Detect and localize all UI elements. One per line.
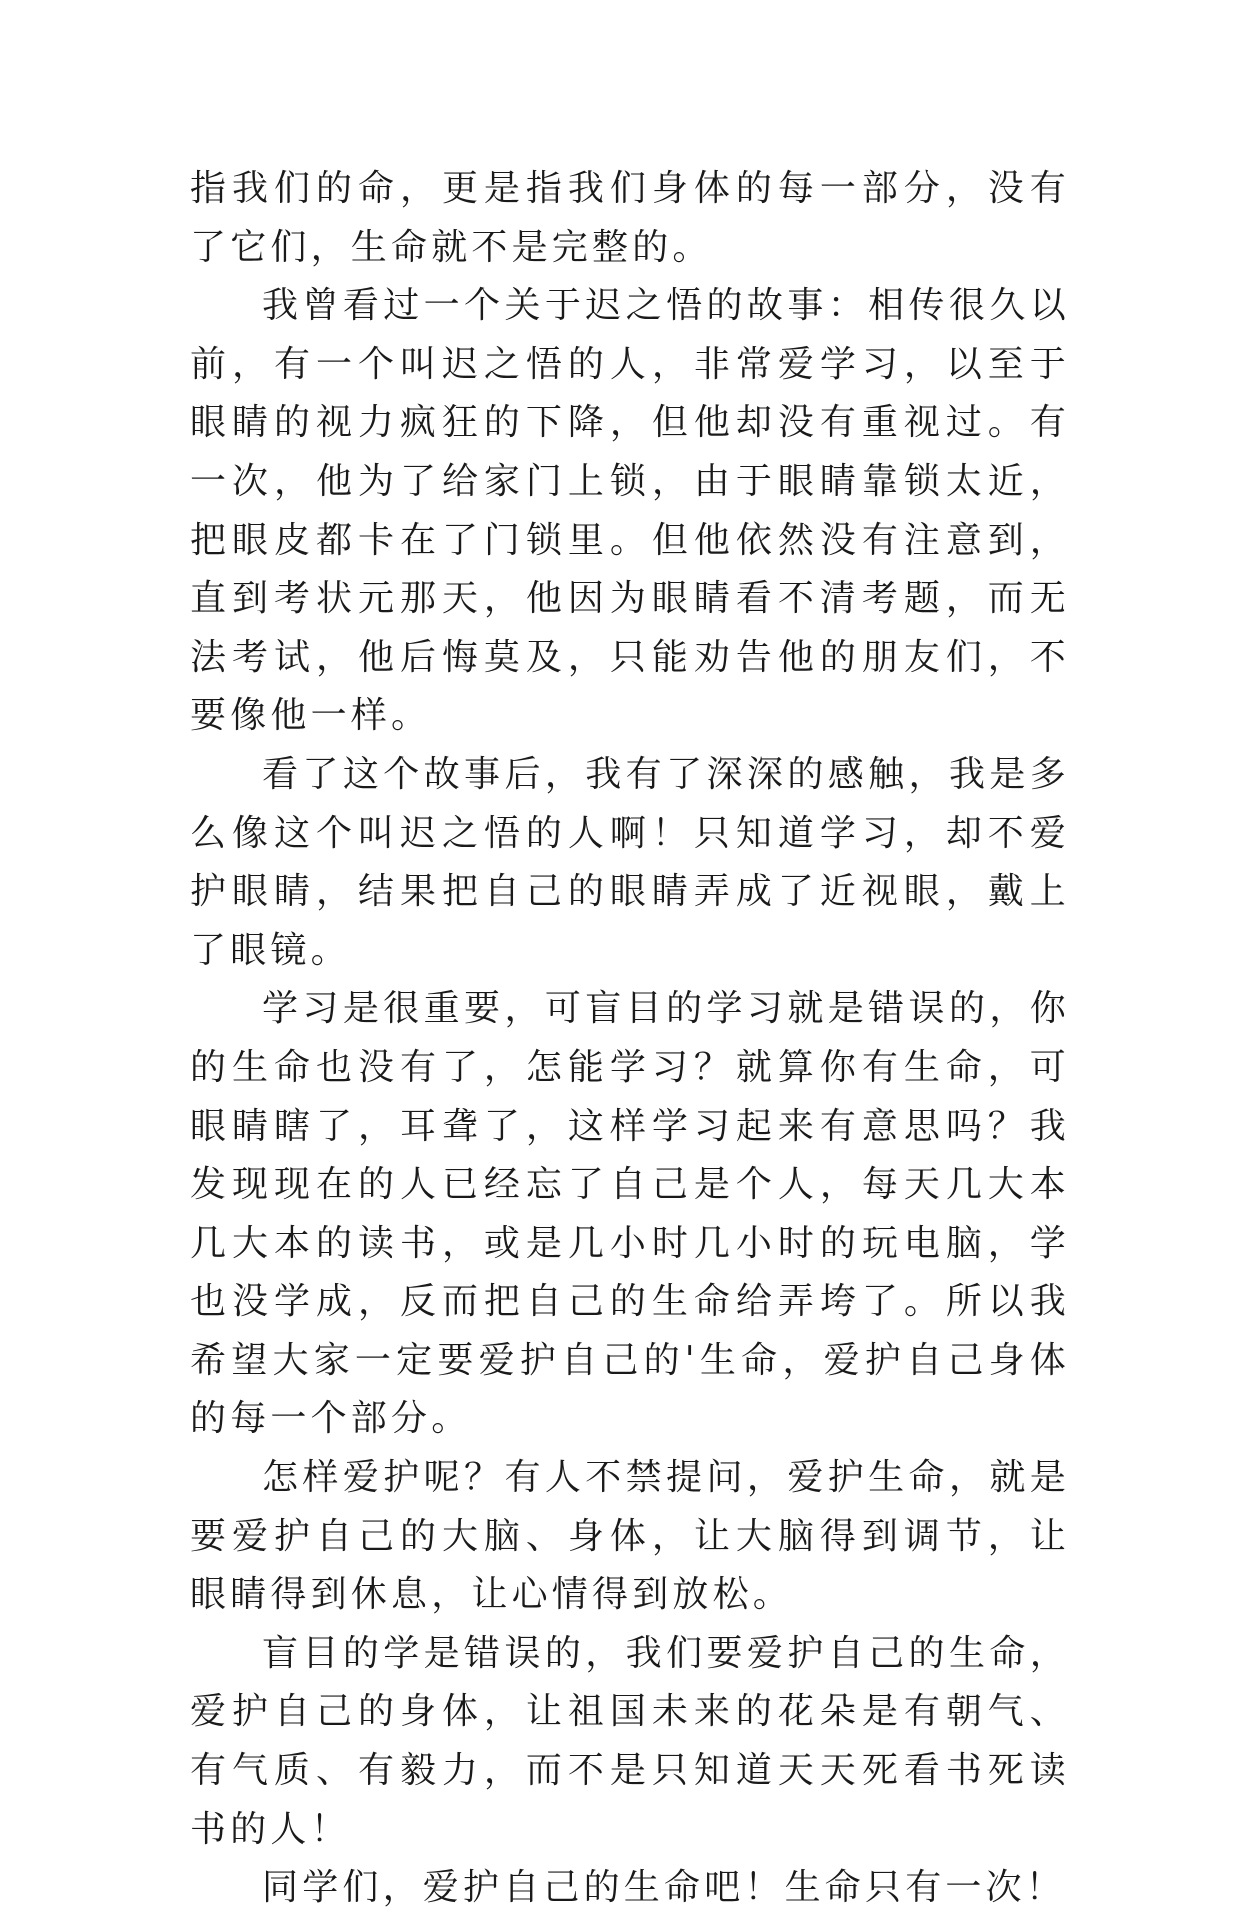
paragraph-conclusion: 盲目的学是错误的，我们要爱护自己的生命，爱护自己的身体，让祖国未来的花朵是有朝气、有气质、有毅力，而不是只知道天天死看书死读书的人！ [190, 1632, 1070, 1850]
paragraph-argument: 学习是很重要，可盲目的学习就是错误的，你的生命也没有了，怎能学习？就算你有生命，可眼睛瞎了，耳聋了，这样学习起来有意思吗？我发现现在的人已经忘了自己是个人，每天几大本几大本的读书，或是几小时几小时的玩电脑，学也没学成，反而把自己的生命给弄垮了。所以我希望大家一定要爱护自己的'生命，爱护自己身体的每一个部分。 [190, 988, 1070, 1440]
paragraph-story: 我曾看过一个关于迟之悟的故事：相传很久以前，有一个叫迟之悟的人，非常爱学习，以至于眼睛的视力疯狂的下降，但他却没有重视过。有一次，他为了给家门上锁，由于眼睛靠锁太近，把眼皮都卡在了门锁里。但他依然没有注意到，直到考状元那天，他因为眼睛看不清考题，而无法考试，他后悔莫及，只能劝告他的朋友们，不要像他一样。 [190, 285, 1070, 737]
document-body [190, 160, 1070, 1918]
paragraph-how-to-protect: 怎样爱护呢？有人不禁提问，爱护生命，就是要爱护自己的大脑、身体，让大脑得到调节，让眼睛得到休息，让心情得到放松。 [190, 1457, 1070, 1616]
paragraph-continued: 指我们的命，更是指我们身体的每一部分，没有了它们，生命就不是完整的。 [190, 168, 1070, 268]
paragraph-reflection: 看了这个故事后，我有了深深的感触，我是多么像这个叫迟之悟的人啊！只知道学习，却不爱护眼睛，结果把自己的眼睛弄成了近视眼，戴上了眼镜。 [190, 753, 1070, 971]
paragraph-closing-call: 同学们，爱护自己的生命吧！生命只有一次！ [262, 1867, 1067, 1909]
